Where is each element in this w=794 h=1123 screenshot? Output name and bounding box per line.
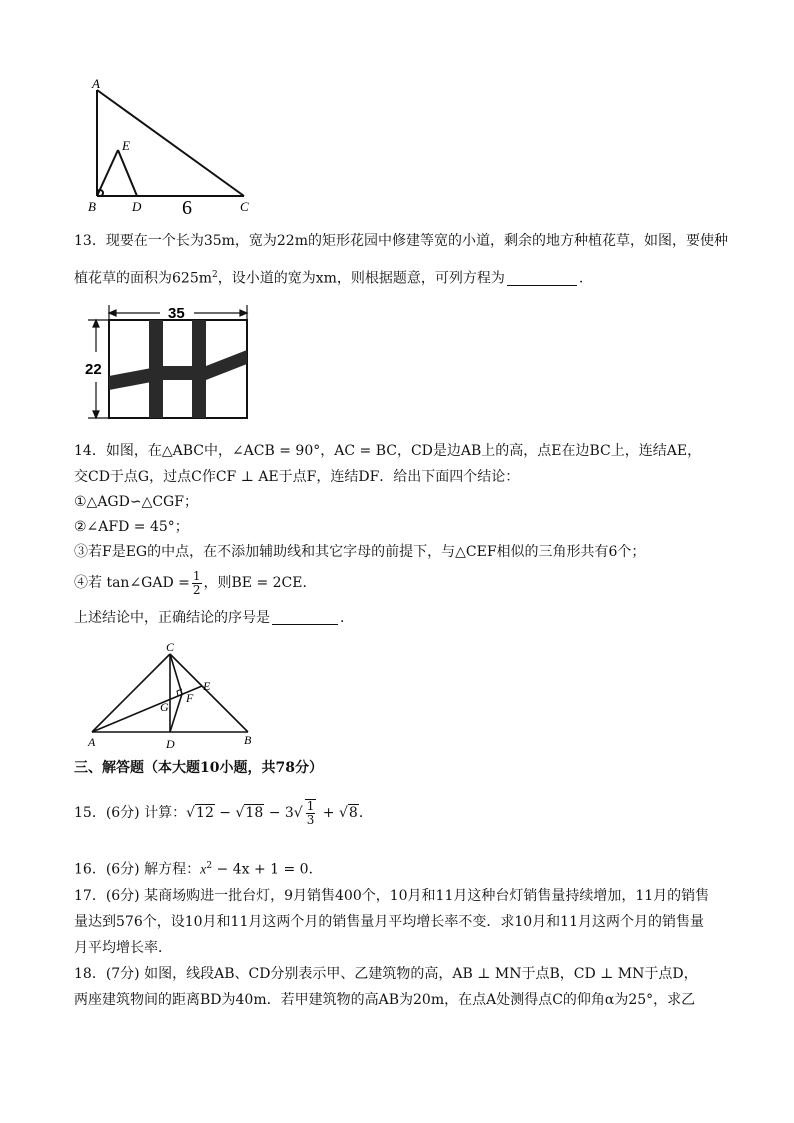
label-b: B: [244, 733, 252, 747]
q14-c4-num: 1: [192, 568, 201, 583]
label-d: D: [132, 199, 142, 214]
q17-line2: 量达到576个，设10月和11月这两个月的销售量月平均增长率不变．求10月和11月这两个月的销售量: [74, 914, 704, 930]
q16-pre: 16．(6分) 解方程：: [74, 861, 201, 878]
q14-c4-post: ，则BE = 2CE．: [203, 575, 317, 591]
q13-sup: 2: [212, 270, 218, 280]
q16: [74, 856, 323, 881]
q14-line1: 14．如图，在△ABC中，∠ACB = 90°，AC = BC，CD是边AB上的高，点E在边BC上，连结AE，: [74, 443, 702, 459]
label-b: B: [88, 199, 96, 214]
q13-line1: 13．现要在一个长为35m，宽为22m的矩形花园中修建等宽的小道，剩余的地方种植花草，如图，要使种: [74, 233, 728, 249]
q14-c4-pre: ④若 tan∠GAD =: [74, 575, 190, 591]
q16-sup: 2: [206, 861, 213, 871]
label-g: G: [160, 700, 169, 714]
section-3-heading: 三、解答题（本大题10小题，共78分）: [74, 760, 323, 776]
handwritten-mark: 6: [182, 197, 192, 214]
q15-frac-den: 3: [306, 813, 315, 827]
q15-frac-num: 1: [306, 799, 315, 813]
q13-line2-pre: 植花草的面积为625m: [74, 270, 212, 287]
label-a: A: [92, 76, 100, 91]
segment-df: [170, 694, 182, 732]
label-e: E: [203, 679, 211, 693]
right-angle-mark: [97, 190, 103, 196]
q15-end: ．: [358, 805, 373, 821]
q14-answer-blank[interactable]: [272, 610, 338, 625]
q14-conclusion-4: [74, 566, 317, 600]
label-d: D: [166, 737, 175, 751]
q16-var: x: [200, 862, 207, 878]
q16-rest: − 4x + 1 = 0．: [212, 861, 323, 878]
label-f: F: [186, 691, 194, 705]
q13-answer-blank[interactable]: [507, 271, 577, 286]
q14-conclusion-2: ②∠AFD = 45°；: [74, 519, 189, 535]
q17-line3: 月平均增长率．: [74, 940, 172, 956]
segment-ed: [118, 150, 137, 196]
q14-conclusion-3: ③若F是EG的中点，在不添加辅助线和其它字母的前提下，与△CEF相似的三角形共有6个；: [74, 544, 646, 560]
q14-ask-text: 上述结论中，正确结论的序号是: [74, 610, 270, 626]
label-c: C: [166, 640, 175, 654]
q13-line2-post: ，设小道的宽为xm，则根据题意，可列方程为: [217, 270, 505, 287]
q15-pre: 15．(6分) 计算：: [74, 805, 187, 821]
label-e: E: [122, 138, 130, 153]
q13-line2: [74, 265, 583, 289]
figure-garden-paths: [82, 300, 252, 424]
q15-minus-1: −: [214, 805, 236, 821]
height-label: 22: [85, 361, 102, 378]
q14-conclusion-1: ①△AGD∽△CGF；: [74, 494, 198, 510]
width-label: 35: [168, 305, 185, 322]
q14-line2: 交CD于点G，过点C作CF ⊥ AE于点F，连结DF．给出下面四个结论：: [74, 469, 520, 485]
label-a: A: [88, 735, 96, 749]
q17-line1: 17．(6分) 某商场购进一批台灯，9月销售400个，10月和11月这种台灯销售量持续增加，11月的销售: [74, 888, 710, 904]
segment-ac: [92, 654, 170, 732]
label-c: C: [240, 199, 249, 214]
q14-ask-end: .: [340, 610, 345, 626]
figure-right-triangle-abc: [82, 74, 262, 214]
q15-radicand-2: 18: [245, 805, 264, 821]
q14-c4-fraction: [192, 570, 202, 597]
q15: 15．(6分) 计算：√12 − √18 − 3√ $\frac{1}{3}$ + √8．: [74, 799, 373, 827]
q15-minus-2: − 3: [264, 805, 294, 821]
q14-ask: [74, 608, 344, 628]
figure-triangle-altitude: [82, 640, 262, 752]
q15-radicand-3: 8: [348, 805, 358, 821]
q13-line2-end: .: [578, 270, 584, 287]
q18-line2: 两座建筑物间的距离BD为40m．若甲建筑物的高AB为20m，在点A处测得点C的仰角α为25°，求乙: [74, 992, 696, 1008]
segment-ac: [97, 90, 244, 196]
q15-radicand-1: 12: [196, 805, 214, 821]
q15-fraction: [305, 799, 317, 827]
q15-plus: +: [318, 805, 339, 821]
q18-line1: 18．(7分) 如图，线段AB、CD分别表示甲、乙建筑物的高，AB ⊥ MN于点B，CD ⊥ MN于点D，: [74, 966, 698, 982]
q14-c4-den: 2: [192, 582, 201, 597]
